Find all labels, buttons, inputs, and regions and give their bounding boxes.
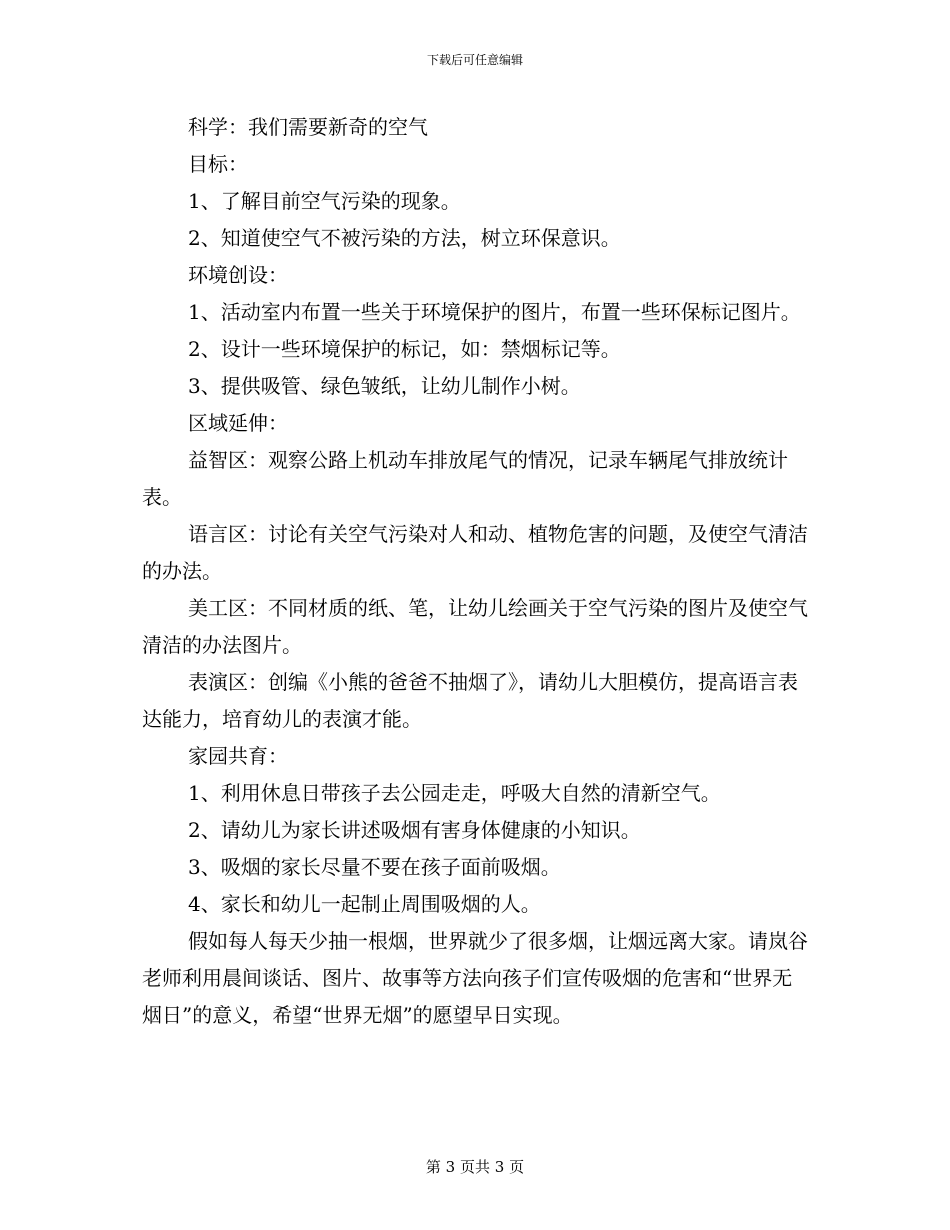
- paragraph-goal-2: 2、知道使空气不被污染的方法，树立环保意识。: [188, 226, 621, 250]
- paragraph-environment-3: 3、提供吸管、绿色皱纸，让幼儿制作小树。: [188, 374, 581, 398]
- paragraph-goals-heading: 目标：: [188, 152, 248, 176]
- paragraph-area-language: 语言区：讨论有关空气污染对人和动、植物危害的问题，及使空气清洁的办法。: [142, 522, 808, 583]
- document-body: [142, 109, 808, 1034]
- paragraph-closing: 假如每人每天少抽一根烟，世界就少了很多烟，让烟远离大家。请岚谷老师利用晨间谈话、图片、故事等方法向孩子们宣传吸烟的危害和“世界无烟日”的意义，希望“世界无烟”的愿望早日实现。: [142, 929, 808, 1027]
- paragraph-area-performance: 表演区：创编《小熊的爸爸不抽烟了》，请幼儿大胆模仿，提高语言表达能力，培育幼儿的表演才能。: [142, 670, 798, 731]
- paragraph-home-3: 3、吸烟的家长尽量不要在孩子面前吸烟。: [188, 855, 561, 879]
- paragraph-title: 科学：我们需要新奇的空气: [188, 115, 428, 139]
- paragraph-home-4: 4、家长和幼儿一起制止周围吸烟的人。: [188, 892, 541, 916]
- paragraph-environment-heading: 环境创设：: [188, 263, 288, 287]
- paragraph-environment-1: 1、活动室内布置一些关于环境保护的图片，布置一些环保标记图片。: [188, 300, 801, 324]
- paragraph-area-heading: 区域延伸：: [188, 411, 288, 435]
- page-footer: 第 3 页共 3 页: [425, 1158, 525, 1176]
- paragraph-area-puzzle: 益智区：观察公路上机动车排放尾气的情况，记录车辆尾气排放统计表。: [142, 448, 788, 509]
- paragraph-goal-1: 1、了解目前空气污染的现象。: [188, 189, 461, 213]
- page-header: 下载后可任意编辑: [426, 53, 523, 67]
- paragraph-home-heading: 家园共育：: [188, 744, 288, 768]
- paragraph-area-art: 美工区：不同材质的纸、笔，让幼儿绘画关于空气污染的图片及使空气清洁的办法图片。: [142, 596, 808, 657]
- paragraph-home-1: 1、利用休息日带孩子去公园走走，呼吸大自然的清新空气。: [188, 781, 721, 805]
- paragraph-environment-2: 2、设计一些环境保护的标记，如：禁烟标记等。: [188, 337, 621, 361]
- paragraph-home-2: 2、请幼儿为家长讲述吸烟有害身体健康的小知识。: [188, 818, 641, 842]
